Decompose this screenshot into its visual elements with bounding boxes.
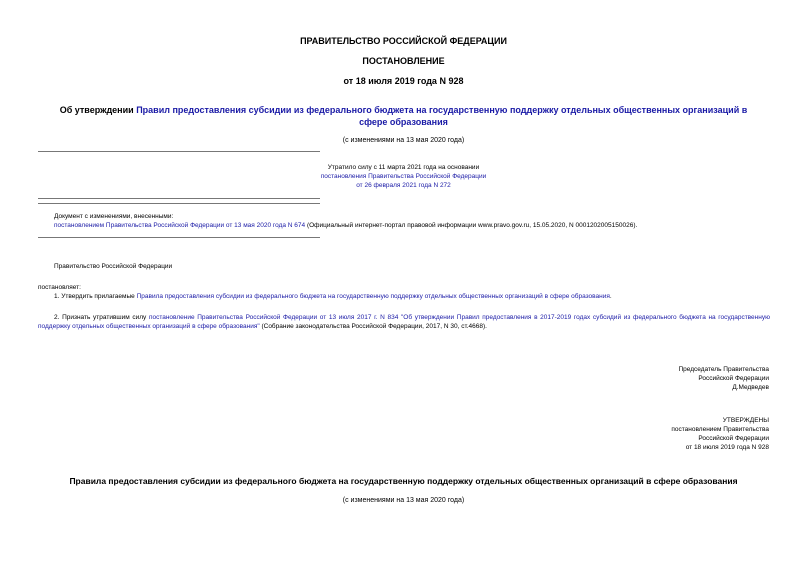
rules-edition-note: (с изменениями на 13 мая 2020 года): [342, 497, 465, 504]
decides-text: постановляет:: [38, 284, 81, 291]
doc-title-prefix: Об утверждении: [59, 105, 137, 115]
doc-type: ПОСТАНОВЛЕНИЕ: [362, 56, 445, 66]
item-1-prefix: 1. Утвердить прилагаемые: [54, 293, 137, 300]
doc-title: [50, 104, 757, 128]
signature-country: Российской Федерации: [698, 375, 769, 382]
amendments-line: [54, 221, 774, 230]
expired-link-line2[interactable]: от 26 февраля 2021 года N 272: [356, 182, 451, 189]
doc-title-link[interactable]: Правил предоставления субсидии из федерального бюджета на государственную поддержку отдельных общественных организаций в сфере образования: [136, 105, 748, 127]
approved-line-2: постановлением Правительства: [671, 426, 769, 433]
doc-date-number: от 18 июля 2019 года N 928: [343, 76, 464, 86]
approved-line-3: Российской Федерации: [698, 435, 769, 442]
divider: [38, 237, 320, 238]
item-1-suffix: .: [609, 293, 612, 300]
edition-note: (с изменениями на 13 мая 2020 года): [342, 137, 465, 144]
divider: [38, 151, 320, 152]
item-2: [38, 313, 770, 331]
org-title: ПРАВИТЕЛЬСТВО РОССИЙСКОЙ ФЕДЕРАЦИИ: [300, 36, 507, 46]
amendments-link[interactable]: постановлением Правительства Российской Федерации от 13 мая 2020 года N 674: [54, 222, 306, 229]
gov-name: Правительство Российской Федерации: [54, 263, 173, 270]
amendments-label: Документ с изменениями, внесенными:: [54, 213, 174, 220]
amendments-source: (Официальный интернет-портал правовой информации www.pravo.gov.ru, 15.05.2020, N 0001202005150026).: [305, 222, 638, 229]
approved-line-4: от 18 июля 2019 года N 928: [685, 444, 769, 451]
item-2-suffix: (Собрание законодательства Российской Федерации, 2017, N 30, ст.4668).: [259, 323, 487, 330]
item-2-prefix: 2. Признать утратившим силу: [54, 314, 149, 321]
expired-link-line1[interactable]: постановления Правительства Российской Федерации: [320, 173, 487, 180]
divider: [38, 198, 320, 199]
item-1: [54, 292, 774, 301]
item-1-link[interactable]: Правила предоставления субсидии из федерального бюджета на государственную поддержку отдельных общественных организаций в сфере образования: [136, 293, 610, 300]
rules-title: Правила предоставления субсидии из федерального бюджета на государственную поддержку отдельных общественных организаций в сфере образования: [69, 476, 738, 486]
item-2-link[interactable]: постановление Правительства Российской Федерации от 13 июля 2017 г. N 834 "Об утверждении Правил предоставления в 2017-2019 годах субсидий из федерального бюджета на государственную поддержку отдельных общественных организаций в сфере образования": [38, 314, 770, 330]
signature-position: Председатель Правительства: [678, 366, 769, 373]
divider: [38, 203, 320, 204]
approved-heading: УТВЕРЖДЕНЫ: [722, 417, 769, 424]
expired-note: Утратило силу с 11 марта 2021 года на основании: [327, 164, 480, 171]
signature-name: Д.Медведев: [732, 384, 769, 391]
